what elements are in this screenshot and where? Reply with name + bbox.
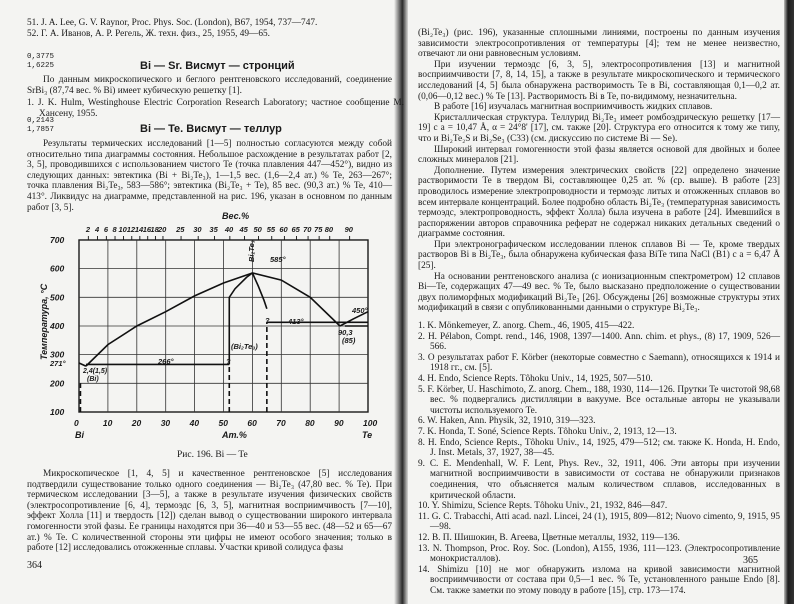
reference-item: 1. K. Mönkemeyer, Z. anorg. Chem., 46, 1905, 415—422. bbox=[418, 321, 635, 332]
y-tick-label: 100 bbox=[50, 407, 65, 417]
annotation-413: 413° bbox=[288, 317, 304, 326]
series-solidus-right bbox=[252, 273, 266, 309]
paragraph-after-figure: Микроскопическое [1, 4, 5] и качественное рентгеновское [5] исследования подтвердили существование только одного соединения — Bi₂Te₃ (47,80 вес. % Te). При термическом исследовании [3—5], а также в результате изучения физических свойств (электросопротивление [6, 4], термоэдс [6, 3, 5], магнитная восприимчивость [7—10], эффект Холла [11] и твердость [12]) сделан вывод о существовании широкого интервала гомогенности этой фазы. Ее границы находятся при 36—40 и 53—55 вес. (48—52 и 65—67 ат.) % Te. С количественной стороны эти цифры не имеют особого значения; только в работе [12] исследовались отожженные сплавы. Участки кривой солидуса фазы bbox=[27, 469, 392, 554]
reference-item: 6. W. Haken, Ann. Physik, 32, 1910, 319—323. bbox=[418, 416, 596, 427]
x-tick-label: 70 bbox=[276, 418, 286, 428]
y-tick-label: 600 bbox=[50, 263, 65, 274]
y-tick-label: 700 bbox=[50, 234, 65, 245]
chart-ticks bbox=[49, 225, 377, 428]
paragraph: На основании рентгеновского анализа (с ионизационным спектрометром) 12 сплавов Bi—Te, содержащих 47—49 вес. % Te, было высказано предположение о существовании двух полиморфных модификаций Bi₂Te₃ [26]. Обсуждены [26] возможные структуры этих модификаций в связи с опубликованными данными о структуре Bi₂Te₃. bbox=[418, 271, 780, 314]
annotation-585: 585° bbox=[270, 255, 286, 264]
x2-tick-label: 6 bbox=[103, 224, 109, 234]
x2-tick-label: 2 bbox=[85, 224, 91, 234]
log-value: 0,2143 bbox=[27, 117, 55, 125]
page-number-left: 364 bbox=[27, 560, 42, 571]
annotation-bi2te3-phase: (Bi₂Te₃) bbox=[231, 342, 258, 351]
log-value: 1,7857 bbox=[27, 125, 55, 134]
annotation-bi: (Bi) bbox=[87, 376, 99, 383]
annotation-question-left: ? bbox=[226, 357, 231, 366]
chart-grid bbox=[79, 240, 368, 412]
series-liquidus-left bbox=[86, 273, 252, 366]
log-value: 1,6225 bbox=[27, 61, 55, 70]
annotation-271: 271° bbox=[50, 359, 66, 368]
annotation-2-4: 2,4(1,5) bbox=[83, 368, 108, 375]
y-tick-label: 500 bbox=[50, 292, 65, 303]
x2-tick-label: 55 bbox=[266, 224, 276, 234]
paragraph: (Bi₂Te₃) (рис. 196), указанные сплошными линиями, построены по данным изучения зависимости электросопротивления от температуры [4]; тем не менее неизвестно, отвечают ли они равновесным условиям. bbox=[418, 28, 780, 60]
y-tick-label: 200 bbox=[50, 378, 65, 389]
paragraph: Кристаллическая структура. Теллурид Bi₂Te₃ имеет ромбоэдрическую решетку [17—19] с a = 10,47 Å, α = 24°8' [17], см. также [20]. Структура его относится к тому же типу, что и Bi₂Te₂S и Bi₂Se₃ (C33) (см. дискуссию по системе Bi — Se). bbox=[418, 112, 780, 144]
x2-tick-label: 10 bbox=[118, 224, 127, 234]
x2-tick-label: 40 bbox=[224, 224, 234, 234]
references-list bbox=[418, 321, 780, 596]
x2-tick-label: 90 bbox=[344, 224, 353, 234]
reference-item: 2. H. Pélabon, Compt. rend., 146, 1908, 1397—1400. Ann. chim. et phys., (8) 17, 1909, 526—566. bbox=[418, 331, 780, 353]
reference-item: 4. H. Endo, Science Repts. Tôhoku Univ., 14, 1925, 507—510. bbox=[418, 374, 653, 384]
y-axis-label: Температура, °С bbox=[39, 283, 49, 360]
x-end-bi: Bi bbox=[75, 430, 84, 440]
x2-tick-label: 65 bbox=[291, 224, 300, 234]
reference-item: 9. C. E. Mendenhall, W. F. Lent, Phys. Rev., 32, 1911, 406. Эти авторы при изучении магнитной восприимчивости в зависимости от состава не обнаружили признаков соединения, что объясняется малым количеством сплавов, исследованных в критической области. bbox=[418, 458, 780, 501]
x-tick-label: 80 bbox=[305, 418, 315, 428]
x-axis-label: Ат.% bbox=[222, 430, 247, 440]
reference-item: 8. H. Endo, Science Repts., Tôhoku Univ., 14, 1925, 479—512; см. также K. Honda, H. Endo, J. Inst. Metals, 37, 1927, 38—45. bbox=[418, 437, 780, 459]
annotation-bi2te3-compound: Bi₂Te₃ bbox=[247, 240, 256, 262]
x2-tick-label: 35 bbox=[209, 224, 218, 234]
x2-tick-label: 25 bbox=[176, 224, 185, 234]
x2-tick-label: 4 bbox=[94, 224, 100, 234]
paragraph: В работе [16] изучалась магнитная восприимчивость жидких сплавов. bbox=[434, 102, 713, 113]
x-tick-label: 100 bbox=[363, 418, 378, 428]
heading-bi-sr: Bi — Sr. Висмут — стронций bbox=[140, 60, 295, 72]
x2-tick-label: 16 bbox=[142, 224, 152, 234]
annotation-question-right: ? bbox=[265, 316, 270, 325]
log-value: 0,3775 bbox=[27, 53, 55, 61]
paragraph: При электронографическом исследовании пленок сплавов Bi — Te, кроме твердых растворов Bi в Bi₂Te₃, была обнаружена кубическая фаза BiTe типа NaCl (B1) с a = 6,47 Å [25]. bbox=[418, 239, 780, 272]
x2-tick-label: 14 bbox=[134, 224, 144, 234]
series-liquidus-bi bbox=[79, 363, 86, 366]
reference-item: 11. G. C. Trabacchi, Atti acad. nazl. Lincei, 24 (1), 1915, 809—812; Nuovo cimento, 9, 1915, 95—98. bbox=[418, 511, 780, 533]
annotation-90-3: 90,3 bbox=[338, 328, 353, 337]
figure-caption: Рис. 196. Bi — Te bbox=[177, 450, 248, 460]
annotation-450: 450° bbox=[352, 306, 368, 315]
bite-paragraph: Результаты термических исследований [1—5] полностью согласуются между собой относительно типа диаграммы состояния. Небольшое расхождение в результатах работ [2, 3, 5], проводившихся с использованием чистого Te (точка плавления 447—452°), видно из следующих данных: эвтектика (Bi + Bi₂Te₃), 1—1,5 вес. (1,6—2,4 ат.) % Te, 263—267°; точка плавления Bi₂Te₃, 583—586°; эвтектика (Bi₂Te₃ + Te), 85 вес. (90,3 ат.) % Te, 410—413°. Ликвидус на диаграмме, представленной на рис. 196, указан в основном по данным работ [3, 5]. bbox=[27, 139, 392, 213]
bisr-ref: 1. J. K. Hulm, Westinghouse Electric Corporation Research Laboratory; частное сообщение М. Хансену, 1955. bbox=[27, 98, 404, 119]
reference-item: 14. Shimizu [10] не мог обнаружить излома на кривой зависимости магнитной восприимчивости от состава при 0,5—1 вес. % Te, установленного раньше Endo [8]. См. также заметки по этому поводу в работе [15], стр. 173—174. bbox=[418, 564, 780, 596]
reference-item: 5. F. Körber, U. Haschimoto, Z. anorg. Chem., 188, 1930, 114—126. Прутки Te чистотой 98,68 вес. % подвергались дистилляции в вакууме. Все остальные авторы не указывали чистоты используемого Te. bbox=[418, 384, 780, 416]
reference-item: 7. K. Honda, T. Soné, Science Repts. Tôhoku Univ., 2, 1913, 12—13. bbox=[418, 426, 677, 437]
x-tick-label: 10 bbox=[102, 418, 113, 428]
paragraph: Дополнение. Путем измерения электрических свойств [22] определено значение растворимости Te в твердом Bi, составляющее 0,25 ат. % (ср. выше). В работе [23] проводилось измерение электропроводности и термоэдс литых и отожженных сплавов во всем интервале концентраций. Более подробно область Bi₂Te₃ (температурная зависимость термоэдс, электропроводность, эффект Холла) была изучена в работе [24]. Имевшийся в распоряжении авторов справочника реферат не содержал никаких детальных сведений о диаграмме состояния. bbox=[418, 165, 780, 240]
x-tick-label: 40 bbox=[189, 418, 200, 428]
x2-tick-label: 60 bbox=[279, 224, 288, 234]
x2-tick-label: 75 bbox=[314, 224, 323, 234]
x2-tick-label: 8 bbox=[112, 224, 117, 234]
x-tick-label: 30 bbox=[160, 418, 171, 428]
x-tick-label: 20 bbox=[131, 418, 142, 428]
x-end-te: Te bbox=[362, 430, 373, 440]
x2-tick-label: 45 bbox=[239, 224, 248, 234]
x2-tick-label: 18 bbox=[150, 224, 159, 234]
x-tick-label: 90 bbox=[334, 418, 344, 428]
paragraph: Широкий интервал гомогенности этой фазы является основой для двойных и более сложных минералов [21]. bbox=[418, 144, 780, 166]
x-tick-label: 50 bbox=[218, 418, 228, 428]
right-text bbox=[418, 28, 780, 596]
x2-tick-label: 12 bbox=[126, 224, 136, 234]
x-tick-label: 60 bbox=[247, 418, 257, 428]
x2-tick-label: 70 bbox=[303, 224, 312, 234]
heading-bi-te: Bi — Te. Висмут — теллур bbox=[140, 123, 282, 135]
reference-item: 3. О результатах работ F. Körber (некоторые совместно с Saemann), относящихся к 1914 и 1918 гг., см. [5]. bbox=[418, 352, 780, 374]
reference-item: 12. В. П. Шишокин, В. Агеева, Цветные металлы, 1932, 119—136. bbox=[418, 532, 680, 543]
x2-axis-label: Вес.% bbox=[222, 211, 250, 221]
x2-tick-label: 80 bbox=[324, 224, 334, 234]
reference-item: 10. Y. Shimizu, Science Repts. Tôhoku Univ., 21, 1932, 846—847. bbox=[418, 501, 668, 512]
x-tick-label: 0 bbox=[74, 418, 79, 428]
page-number-right: 365 bbox=[743, 555, 758, 566]
y-tick-label: 300 bbox=[50, 349, 65, 360]
bisr-paragraph: По данным микроскопического и беглого рентгеновского исследований, соединение SrBi₃ (87,74 вес. % Bi) имеет кубическую решетку [1]. bbox=[27, 75, 392, 96]
annotation-266: 266° bbox=[158, 357, 174, 366]
reference-item: 13. N. Thompson, Proc. Roy. Soc. (London), A155, 1936, 111—123. (Электросопротивление монокристаллов). bbox=[418, 543, 780, 565]
ref-52: 52. Г. А. Иванов, А. Р. Регель, Ж. техн. физ., 25, 1955, 49—65. bbox=[27, 28, 270, 39]
x2-tick-label: 50 bbox=[253, 224, 262, 234]
ref-51: 51. J. A. Lee, G. V. Raynor, Proc. Phys. Soc. (London), B67, 1954, 737—747. bbox=[27, 18, 318, 28]
paragraph: При изучении термоэдс [6, 3, 5], электросопротивления [13] и магнитной восприимчивости [7, 8, 14, 15], а также в результате микроскопического и термического исследований [4, 5] была обнаружена растворимость Te в Bi, составляющая 0,1—0,2 ат. (0,06—0,12 вес.) % Te [13]. Растворимость Bi в Te, по-видимому, незначительна. bbox=[418, 59, 780, 102]
y-tick-label: 400 bbox=[50, 320, 65, 331]
annotation-85: (85) bbox=[342, 336, 356, 345]
x2-tick-label: 20 bbox=[157, 224, 167, 234]
x2-tick-label: 30 bbox=[193, 224, 202, 234]
